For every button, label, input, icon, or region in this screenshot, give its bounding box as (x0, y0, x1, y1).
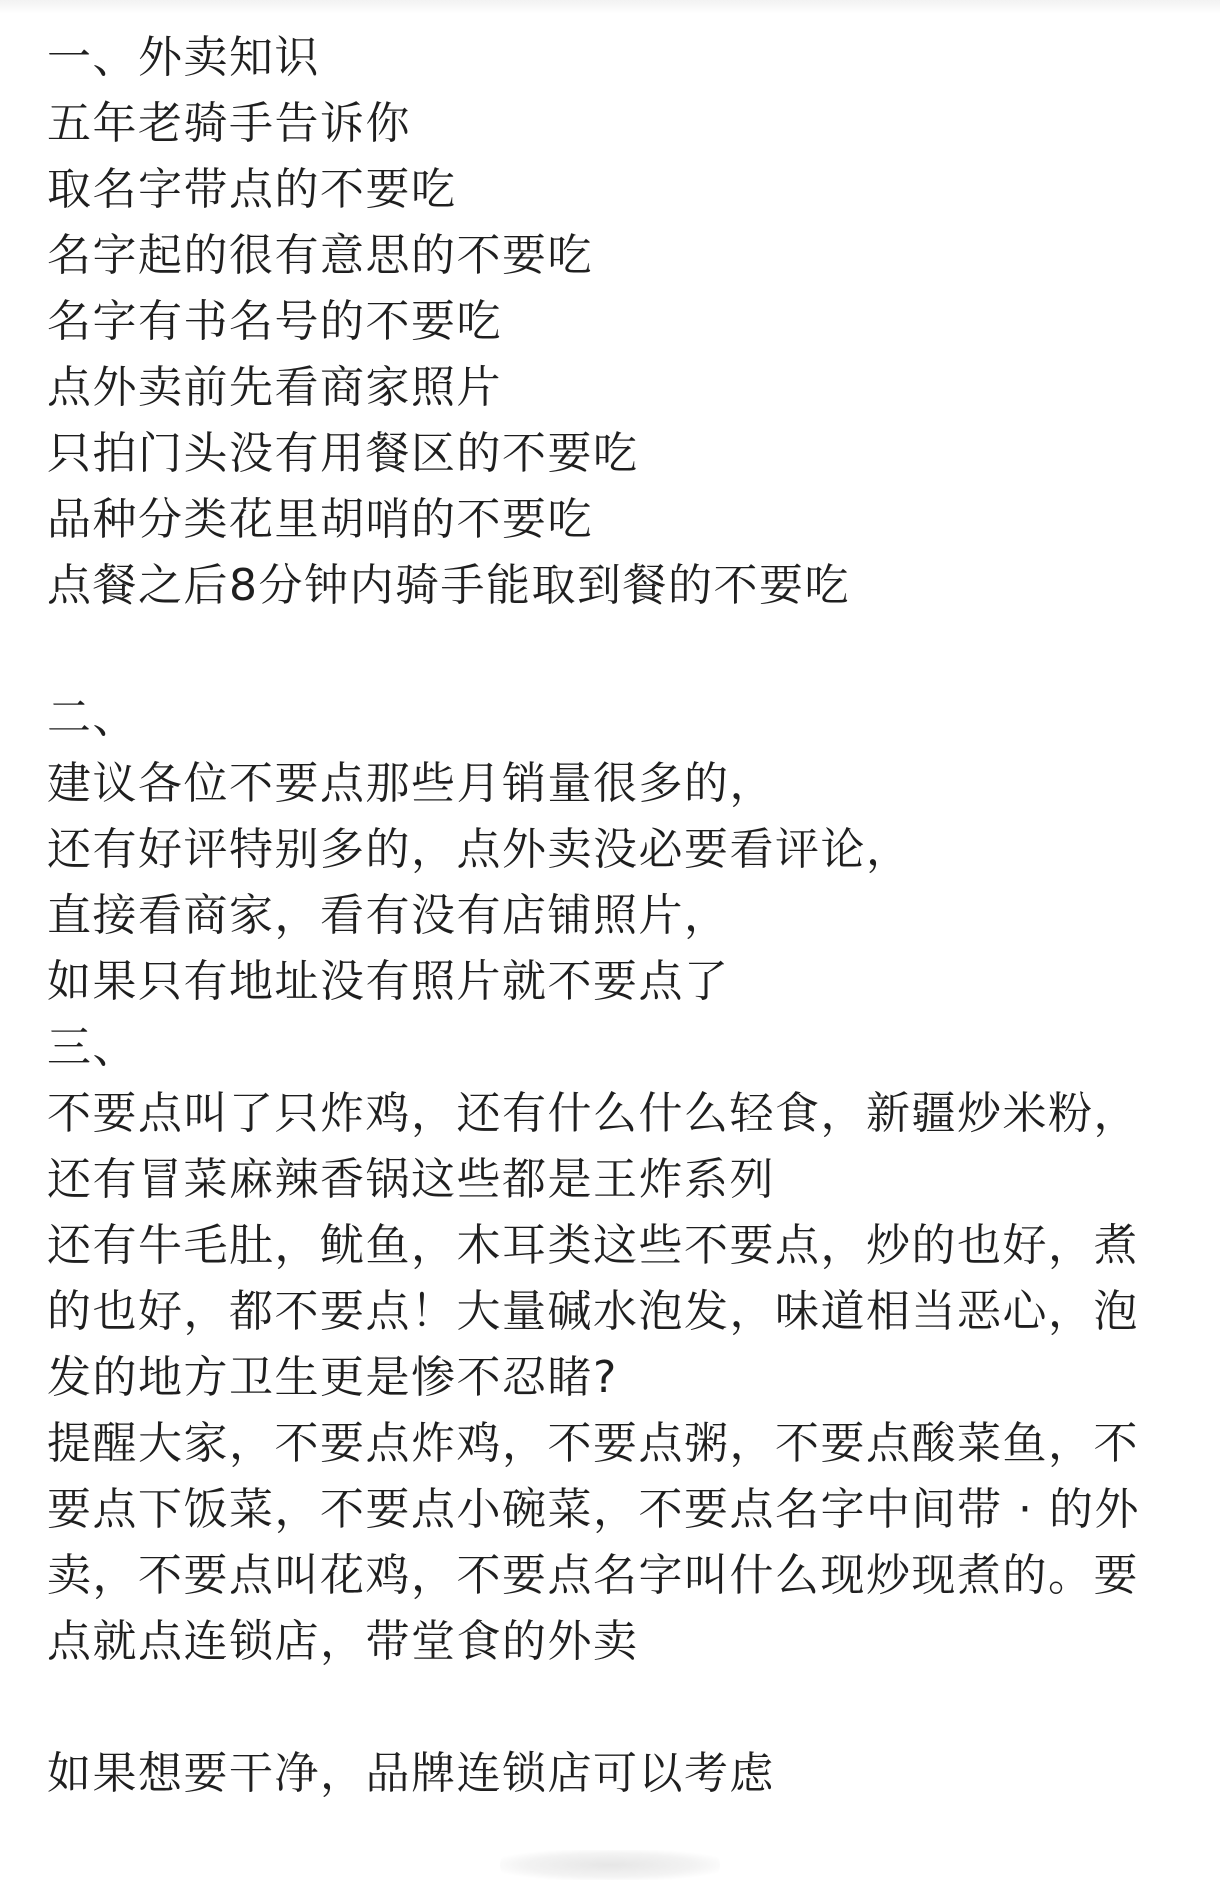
text-line: 要点下饭菜，不要点小碗菜，不要点名字中间带 · 的外 (47, 1484, 1140, 1535)
text-line: 直接看商家，看有没有店铺照片， (47, 890, 730, 941)
text-line: 还有好评特别多的，点外卖没必要看评论， (47, 824, 912, 875)
text-line: 提醒大家，不要点炸鸡，不要点粥，不要点酸菜鱼，不 (47, 1418, 1139, 1469)
top-edge-shadow (0, 0, 1220, 14)
text-line: 点就点连锁店，带堂食的外卖 (47, 1616, 639, 1667)
text-line: 还有冒菜麻辣香锅这些都是王炸系列 (47, 1154, 775, 1205)
text-line: 卖，不要点叫花鸡，不要点名字叫什么现炒现煮的。要 (47, 1550, 1139, 1601)
text-line: 只拍门头没有用餐区的不要吃 (47, 428, 639, 479)
bottom-fade-decoration (500, 1850, 720, 1880)
closing-line: 如果想要干净，品牌连锁店可以考虑 (47, 1748, 775, 1799)
text-line: 名字有书名号的不要吃 (47, 296, 502, 347)
post-text (47, 25, 1177, 1807)
text-line: 发的地方卫生更是惨不忍睹? (47, 1352, 618, 1403)
text-line: 不要点叫了只炸鸡，还有什么什么轻食，新疆炒米粉， (47, 1088, 1139, 1139)
section-heading-3: 三、 (47, 1022, 138, 1073)
text-line: 五年老骑手告诉你 (47, 98, 411, 149)
text-line: 点餐之后8分钟内骑手能取到餐的不要吃 (47, 560, 850, 611)
text-line: 建议各位不要点那些月销量很多的， (47, 758, 775, 809)
text-line: 点外卖前先看商家照片 (47, 362, 502, 413)
text-line: 取名字带点的不要吃 (47, 164, 457, 215)
section-heading-1: 一、外卖知识 (47, 32, 320, 83)
text-line: 还有牛毛肚，鱿鱼，木耳类这些不要点，炒的也好，煮 (47, 1220, 1139, 1271)
text-line: 的也好，都不要点！大量碱水泡发，味道相当恶心，泡 (47, 1286, 1139, 1337)
section-heading-2: 二、 (47, 692, 138, 743)
text-line: 品种分类花里胡哨的不要吃 (47, 494, 593, 545)
text-line: 名字起的很有意思的不要吃 (47, 230, 593, 281)
text-line: 如果只有地址没有照片就不要点了 (47, 956, 730, 1007)
blank-line (47, 1675, 1177, 1741)
blank-line (47, 619, 1177, 685)
